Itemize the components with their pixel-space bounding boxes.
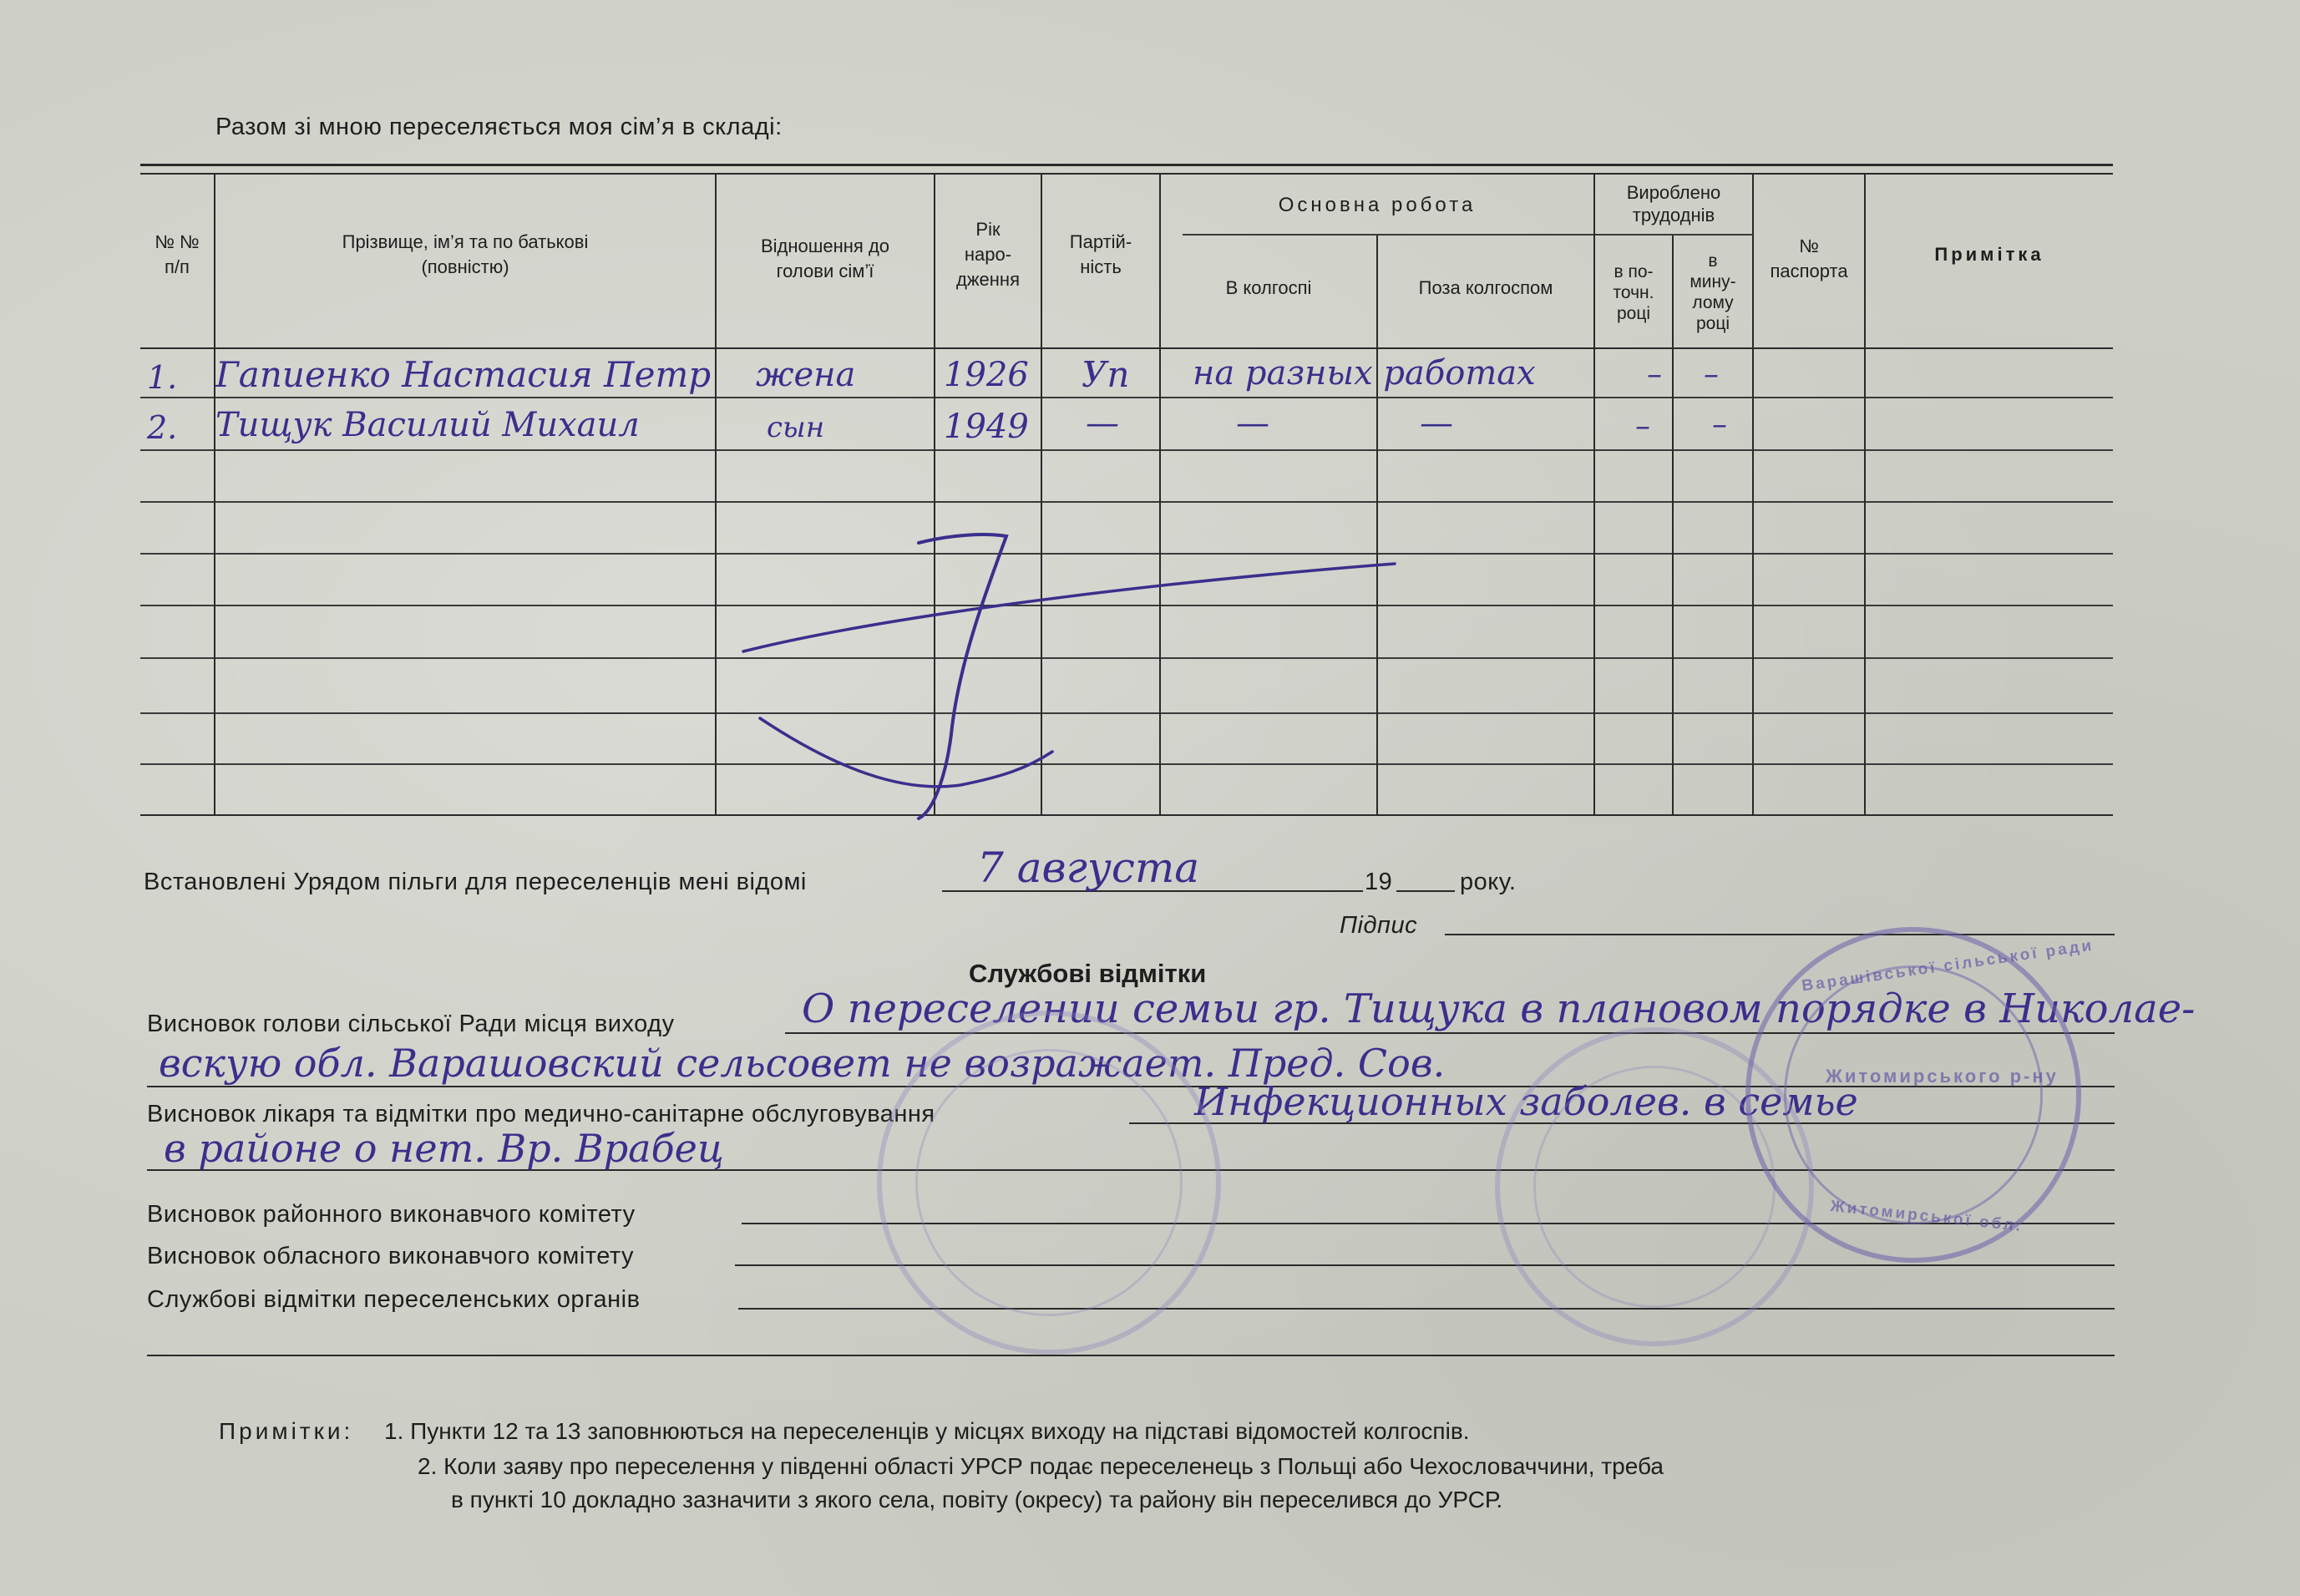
row-workdays-current: – [1647,357,1662,392]
header-workdays-previous: в мину- лому році [1690,251,1736,333]
header-relation: Відношення до голови сім’ї [760,236,890,281]
doctor-label: Висновок лікаря та відмітки про медично-санітарне обслуговування [147,1101,935,1127]
header-party: Партій- ність [1069,231,1132,277]
row-workdays-previous: – [1704,357,1719,392]
header-work-out: Поза колгоспом [1418,277,1553,298]
benefits-label: Встановлені Урядом пільги для переселенців мені відомі [144,869,807,895]
header-num: № № п/п [155,231,200,277]
row-relation: жена [756,356,856,394]
row-name: Тищук Василий Михаил [215,406,640,444]
stamp-text-1: Варашівської сільської ради [1801,936,2095,996]
resettlement-marks-label: Службові відмітки переселенських органів [147,1286,641,1313]
row-name: Гапиенко Настасия Петр [215,354,712,395]
stamp-text-2: Житомирського р-ну [1826,1066,2059,1087]
header-passport: № паспорта [1770,236,1848,281]
row-workdays-previous: – [1712,408,1727,442]
service-title: Службові відмітки [969,959,1207,988]
row-party: — [1086,404,1119,443]
note-1: 1. Пункти 12 та 13 заповнюються на переселенців у місцях виходу на підставі відомостей колгоспів. [384,1418,1470,1444]
round-stamp-left [877,1011,1221,1355]
doctor-conclusion-1: Инфекционных заболев. в семье [1194,1079,1858,1124]
district-committee-label: Висновок районного виконавчого комітету [147,1201,636,1228]
header-workdays-current: в по- точн. році [1613,261,1654,323]
header-name: Прізвище, ім’я та по батькові (повністю) [342,231,589,277]
village-council-conclusion-1: О переселении семьи гр. Тищука в плановом порядке в Николае- [802,985,2196,1032]
notes-prefix: Примітки: [219,1418,354,1444]
row-year: 1949 [944,408,1029,446]
doctor-conclusion-2: в районе о нет. Вр. Врабец [164,1126,724,1171]
row-work-out: — [1420,404,1453,443]
row-work: на разных работах [1193,354,1536,393]
row-num: 2. [147,409,178,446]
row-num: 1. [147,359,178,396]
header-work-in: В колгоспі [1225,277,1312,298]
benefits-year-suffix: року. [1460,869,1517,895]
row-party: Уп [1082,354,1130,395]
strikeout-scribble [710,518,1503,835]
oblast-committee-label: Висновок обласного виконавчого комітету [147,1243,635,1269]
note-2-continued: в пункті 10 докладно зазначити з якого села, повіту (окресу) та району він переселився до УРСР. [451,1487,1503,1512]
row-work: — [1236,404,1269,443]
signature-label: Підпис [1340,912,1418,939]
village-council-label: Висновок голови сільської Ради місця виходу [147,1011,675,1037]
benefits-date: 7 августа [977,844,1200,892]
note-2: 2. Коли заяву про переселення у південні області УРСР подає переселенець з Польщі або Чехословаччини, треба [418,1453,1664,1479]
benefits-year-prefix: 19 [1365,869,1393,895]
header-year: Рік наро- дження [955,219,1020,290]
village-council-conclusion-2: вскую обл. Варашовский сельсовет не возражает. Пред. Сов. [159,1041,1446,1086]
header-note: Примітка [1934,244,2044,265]
header-work-group: Основна робота [1278,193,1477,216]
row-year: 1926 [944,356,1029,394]
row-workdays-current: – [1635,409,1650,443]
intro-text: Разом зі мною переселяється моя сім’я в складі: [215,114,783,140]
header-workdays-group: Вироблено трудоднів [1626,182,1721,225]
round-stamp-right [1745,927,2095,1263]
row-relation: сын [767,411,825,444]
stamp-text-3: Житомирської обл. [1829,1197,2024,1236]
